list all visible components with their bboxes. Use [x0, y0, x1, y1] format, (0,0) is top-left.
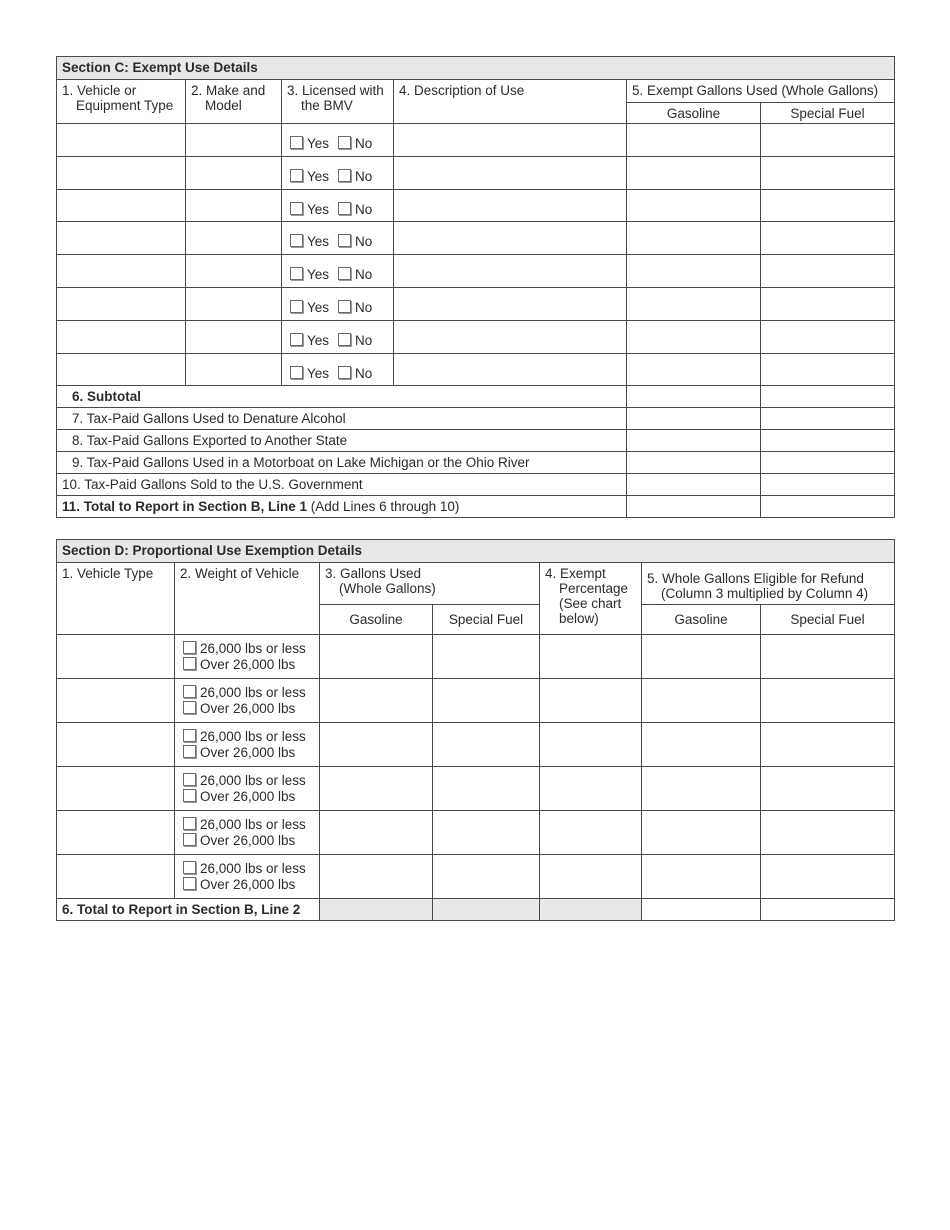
no-checkbox[interactable] — [338, 267, 351, 280]
yes-checkbox[interactable] — [290, 366, 303, 379]
make-model-field[interactable] — [186, 255, 282, 288]
special-fuel-gallons-field[interactable] — [761, 157, 895, 190]
special-fuel-used-field[interactable] — [433, 723, 540, 767]
special-fuel-used-field[interactable] — [433, 679, 540, 723]
line-11-gasoline-field[interactable] — [627, 496, 761, 518]
licensed-no-option[interactable]: No — [338, 333, 372, 348]
col-make-model-header: 2. Make and Model — [186, 80, 282, 124]
line-8-label: 8. Tax-Paid Gallons Exported to Another State — [57, 430, 627, 452]
weight-under-option[interactable]: 26,000 lbs or less — [183, 773, 319, 789]
gasoline-used-field[interactable] — [320, 811, 433, 855]
col-exempt-gallons-header: 5. Exempt Gallons Used (Whole Gallons) — [627, 80, 895, 103]
gasoline-gallons-field[interactable] — [627, 157, 761, 190]
weight-over-option[interactable]: Over 26,000 lbs — [183, 657, 319, 673]
col-eligible-refund-header: 5. Whole Gallons Eligible for Refund (Column 3 multiplied by Column 4) — [642, 563, 895, 605]
weight-over-option[interactable]: Over 26,000 lbs — [183, 745, 319, 761]
weight-under-checkbox[interactable] — [183, 773, 196, 786]
vehicle-type-field[interactable] — [57, 767, 175, 811]
vehicle-type-field[interactable] — [57, 723, 175, 767]
weight-over-checkbox[interactable] — [183, 877, 196, 890]
exempt-percentage-field[interactable] — [540, 679, 642, 723]
vehicle-type-field[interactable] — [57, 157, 186, 190]
col-vehicle-type-header: 1. Vehicle Type — [57, 563, 175, 635]
special-fuel-gallons-field[interactable] — [761, 255, 895, 288]
make-model-field[interactable] — [186, 124, 282, 157]
col-licensed-header: 3. Licensed with the BMV — [282, 80, 394, 124]
weight-under-checkbox[interactable] — [183, 685, 196, 698]
section-d-title: Section D: Proportional Use Exemption Details — [57, 540, 895, 563]
col-weight-header: 2. Weight of Vehicle — [175, 563, 320, 635]
line-11-special-fuel-field[interactable] — [761, 496, 895, 518]
col-gallons-used-header: 3. Gallons Used (Whole Gallons) — [320, 563, 540, 605]
no-checkbox[interactable] — [338, 136, 351, 149]
section-d-table — [56, 539, 895, 921]
weight-options — [175, 855, 320, 899]
line-9-special-fuel-field[interactable] — [761, 452, 895, 474]
weight-under-option[interactable]: 26,000 lbs or less — [183, 817, 319, 833]
licensed-bmv-options — [282, 255, 394, 288]
refund-special-fuel-field[interactable] — [761, 723, 895, 767]
licensed-bmv-options — [282, 354, 394, 386]
col-description-header: 4. Description of Use — [394, 80, 627, 124]
line-11-label: 11. Total to Report in Section B, Line 1 (Add Lines 6 through 10) — [57, 496, 627, 518]
table-row — [57, 723, 895, 767]
table-row — [57, 124, 895, 157]
total-refund-gasoline-field[interactable] — [642, 899, 761, 921]
exempt-percentage-field[interactable] — [540, 811, 642, 855]
vehicle-type-field[interactable] — [57, 255, 186, 288]
yes-checkbox[interactable] — [290, 333, 303, 346]
exempt-percentage-field[interactable] — [540, 723, 642, 767]
table-row — [57, 255, 895, 288]
no-checkbox[interactable] — [338, 333, 351, 346]
table-row — [57, 855, 895, 899]
refund-special-fuel-field[interactable] — [761, 635, 895, 679]
line-8-gasoline-field[interactable] — [627, 430, 761, 452]
special-fuel-header: Special Fuel — [761, 103, 895, 124]
weight-options — [175, 635, 320, 679]
vehicle-type-field[interactable] — [57, 288, 186, 321]
special-fuel-used-field[interactable] — [433, 811, 540, 855]
line-6-total-label: 6. Total to Report in Section B, Line 2 — [57, 899, 320, 921]
weight-over-option[interactable]: Over 26,000 lbs — [183, 701, 319, 717]
weight-over-checkbox[interactable] — [183, 701, 196, 714]
refund-gasoline-field[interactable] — [642, 855, 761, 899]
make-model-field[interactable] — [186, 190, 282, 222]
col-exempt-percentage-header: 4. Exempt Percentage (See chart below) — [540, 563, 642, 635]
vehicle-type-field[interactable] — [57, 354, 186, 386]
vehicle-type-field[interactable] — [57, 222, 186, 255]
weight-options — [175, 723, 320, 767]
licensed-yes-option[interactable]: Yes — [290, 366, 329, 381]
refund-gasoline-field[interactable] — [642, 811, 761, 855]
yes-checkbox[interactable] — [290, 300, 303, 313]
yes-checkbox[interactable] — [290, 234, 303, 247]
licensed-bmv-options — [282, 124, 394, 157]
table-row — [57, 222, 895, 255]
no-checkbox[interactable] — [338, 366, 351, 379]
description-field[interactable] — [394, 321, 627, 354]
table-row — [57, 679, 895, 723]
no-checkbox[interactable] — [338, 300, 351, 313]
line-7-label: 7. Tax-Paid Gallons Used to Denature Alcohol — [57, 408, 627, 430]
exempt-percentage-field[interactable] — [540, 855, 642, 899]
section-c-title: Section C: Exempt Use Details — [57, 57, 895, 80]
refund-gasoline-field[interactable] — [642, 767, 761, 811]
line-9-label: 9. Tax-Paid Gallons Used in a Motorboat on Lake Michigan or the Ohio River — [57, 452, 627, 474]
special-fuel-used-field[interactable] — [433, 855, 540, 899]
gasoline-used-field[interactable] — [320, 635, 433, 679]
refund-special-fuel-header: Special Fuel — [761, 605, 895, 635]
description-field[interactable] — [394, 157, 627, 190]
gasoline-gallons-field[interactable] — [627, 222, 761, 255]
gasoline-header: Gasoline — [627, 103, 761, 124]
make-model-field[interactable] — [186, 321, 282, 354]
weight-under-checkbox[interactable] — [183, 861, 196, 874]
total-percentage-shaded — [540, 899, 642, 921]
line-6-gasoline-field[interactable] — [627, 386, 761, 408]
vehicle-type-field[interactable] — [57, 124, 186, 157]
special-fuel-used-field[interactable] — [433, 767, 540, 811]
table-row — [57, 811, 895, 855]
description-field[interactable] — [394, 354, 627, 386]
weight-under-option[interactable]: 26,000 lbs or less — [183, 685, 319, 701]
exempt-percentage-field[interactable] — [540, 767, 642, 811]
weight-options — [175, 679, 320, 723]
gasoline-used-field[interactable] — [320, 679, 433, 723]
weight-over-checkbox[interactable] — [183, 657, 196, 670]
licensed-no-option[interactable]: No — [338, 267, 372, 282]
licensed-yes-option[interactable]: Yes — [290, 136, 329, 151]
total-gasoline-used-shaded — [320, 899, 433, 921]
total-special-fuel-used-shaded — [433, 899, 540, 921]
special-fuel-gallons-field[interactable] — [761, 190, 895, 222]
vehicle-type-field[interactable] — [57, 679, 175, 723]
refund-gasoline-header: Gasoline — [642, 605, 761, 635]
yes-checkbox[interactable] — [290, 169, 303, 182]
special-fuel-gallons-field[interactable] — [761, 354, 895, 386]
table-row — [57, 190, 895, 222]
gasoline-gallons-field[interactable] — [627, 124, 761, 157]
vehicle-type-field[interactable] — [57, 190, 186, 222]
special-fuel-gallons-field[interactable] — [761, 222, 895, 255]
licensed-yes-option[interactable]: Yes — [290, 202, 329, 217]
refund-special-fuel-field[interactable] — [761, 855, 895, 899]
table-row — [57, 354, 895, 386]
weight-over-option[interactable]: Over 26,000 lbs — [183, 789, 319, 805]
weight-over-option[interactable]: Over 26,000 lbs — [183, 833, 319, 849]
refund-gasoline-field[interactable] — [642, 635, 761, 679]
gasoline-gallons-field[interactable] — [627, 354, 761, 386]
make-model-field[interactable] — [186, 288, 282, 321]
table-row — [57, 157, 895, 190]
vehicle-type-field[interactable] — [57, 811, 175, 855]
refund-gasoline-field[interactable] — [642, 679, 761, 723]
no-checkbox[interactable] — [338, 169, 351, 182]
special-fuel-gallons-field[interactable] — [761, 321, 895, 354]
licensed-no-option[interactable]: No — [338, 136, 372, 151]
line-9-gasoline-field[interactable] — [627, 452, 761, 474]
weight-over-checkbox[interactable] — [183, 745, 196, 758]
description-field[interactable] — [394, 124, 627, 157]
description-field[interactable] — [394, 255, 627, 288]
description-field[interactable] — [394, 288, 627, 321]
vehicle-type-field[interactable] — [57, 321, 186, 354]
weight-over-option[interactable]: Over 26,000 lbs — [183, 877, 319, 893]
special-fuel-used-field[interactable] — [433, 635, 540, 679]
section-c-table — [56, 56, 895, 518]
yes-checkbox[interactable] — [290, 202, 303, 215]
yes-checkbox[interactable] — [290, 136, 303, 149]
line-10-gasoline-field[interactable] — [627, 474, 761, 496]
line-10-special-fuel-field[interactable] — [761, 474, 895, 496]
table-row — [57, 635, 895, 679]
description-field[interactable] — [394, 190, 627, 222]
line-6-special-fuel-field[interactable] — [761, 386, 895, 408]
make-model-field[interactable] — [186, 222, 282, 255]
gasoline-gallons-field[interactable] — [627, 255, 761, 288]
table-row — [57, 288, 895, 321]
vehicle-type-field[interactable] — [57, 635, 175, 679]
gasoline-used-field[interactable] — [320, 723, 433, 767]
line-6-subtotal-label: 6. Subtotal — [57, 386, 627, 408]
make-model-field[interactable] — [186, 157, 282, 190]
weight-under-option[interactable]: 26,000 lbs or less — [183, 729, 319, 745]
no-checkbox[interactable] — [338, 234, 351, 247]
licensed-bmv-options — [282, 288, 394, 321]
exempt-percentage-field[interactable] — [540, 635, 642, 679]
vehicle-type-field[interactable] — [57, 855, 175, 899]
weight-under-checkbox[interactable] — [183, 729, 196, 742]
weight-under-checkbox[interactable] — [183, 817, 196, 830]
weight-under-option[interactable]: 26,000 lbs or less — [183, 641, 319, 657]
gasoline-used-field[interactable] — [320, 767, 433, 811]
licensed-bmv-options — [282, 157, 394, 190]
licensed-yes-option[interactable]: Yes — [290, 169, 329, 184]
special-fuel-gallons-field[interactable] — [761, 288, 895, 321]
special-fuel-header: Special Fuel — [433, 605, 540, 635]
line-7-special-fuel-field[interactable] — [761, 408, 895, 430]
refund-special-fuel-field[interactable] — [761, 679, 895, 723]
gasoline-gallons-field[interactable] — [627, 321, 761, 354]
weight-over-checkbox[interactable] — [183, 789, 196, 802]
line-8-special-fuel-field[interactable] — [761, 430, 895, 452]
weight-options — [175, 767, 320, 811]
licensed-bmv-options — [282, 190, 394, 222]
yes-checkbox[interactable] — [290, 267, 303, 280]
refund-special-fuel-field[interactable] — [761, 811, 895, 855]
special-fuel-gallons-field[interactable] — [761, 124, 895, 157]
description-field[interactable] — [394, 222, 627, 255]
weight-over-checkbox[interactable] — [183, 833, 196, 846]
total-refund-special-fuel-field[interactable] — [761, 899, 895, 921]
table-row — [57, 767, 895, 811]
make-model-field[interactable] — [186, 354, 282, 386]
col-vehicle-type-header: 1. Vehicle or Equipment Type — [57, 80, 186, 124]
licensed-no-option[interactable]: No — [338, 169, 372, 184]
weight-under-checkbox[interactable] — [183, 641, 196, 654]
licensed-yes-option[interactable]: Yes — [290, 267, 329, 282]
weight-options — [175, 811, 320, 855]
table-row — [57, 321, 895, 354]
gasoline-gallons-field[interactable] — [627, 288, 761, 321]
gasoline-used-field[interactable] — [320, 855, 433, 899]
licensed-yes-option[interactable]: Yes — [290, 234, 329, 249]
licensed-bmv-options — [282, 321, 394, 354]
gasoline-gallons-field[interactable] — [627, 190, 761, 222]
refund-special-fuel-field[interactable] — [761, 767, 895, 811]
licensed-no-option[interactable]: No — [338, 234, 372, 249]
gasoline-header: Gasoline — [320, 605, 433, 635]
licensed-bmv-options — [282, 222, 394, 255]
no-checkbox[interactable] — [338, 202, 351, 215]
licensed-no-option[interactable]: No — [338, 366, 372, 381]
weight-under-option[interactable]: 26,000 lbs or less — [183, 861, 319, 877]
licensed-yes-option[interactable]: Yes — [290, 333, 329, 348]
line-7-gasoline-field[interactable] — [627, 408, 761, 430]
refund-gasoline-field[interactable] — [642, 723, 761, 767]
line-10-label: 10. Tax-Paid Gallons Sold to the U.S. Government — [57, 474, 627, 496]
licensed-no-option[interactable]: No — [338, 202, 372, 217]
licensed-no-option[interactable]: No — [338, 300, 372, 315]
licensed-yes-option[interactable]: Yes — [290, 300, 329, 315]
